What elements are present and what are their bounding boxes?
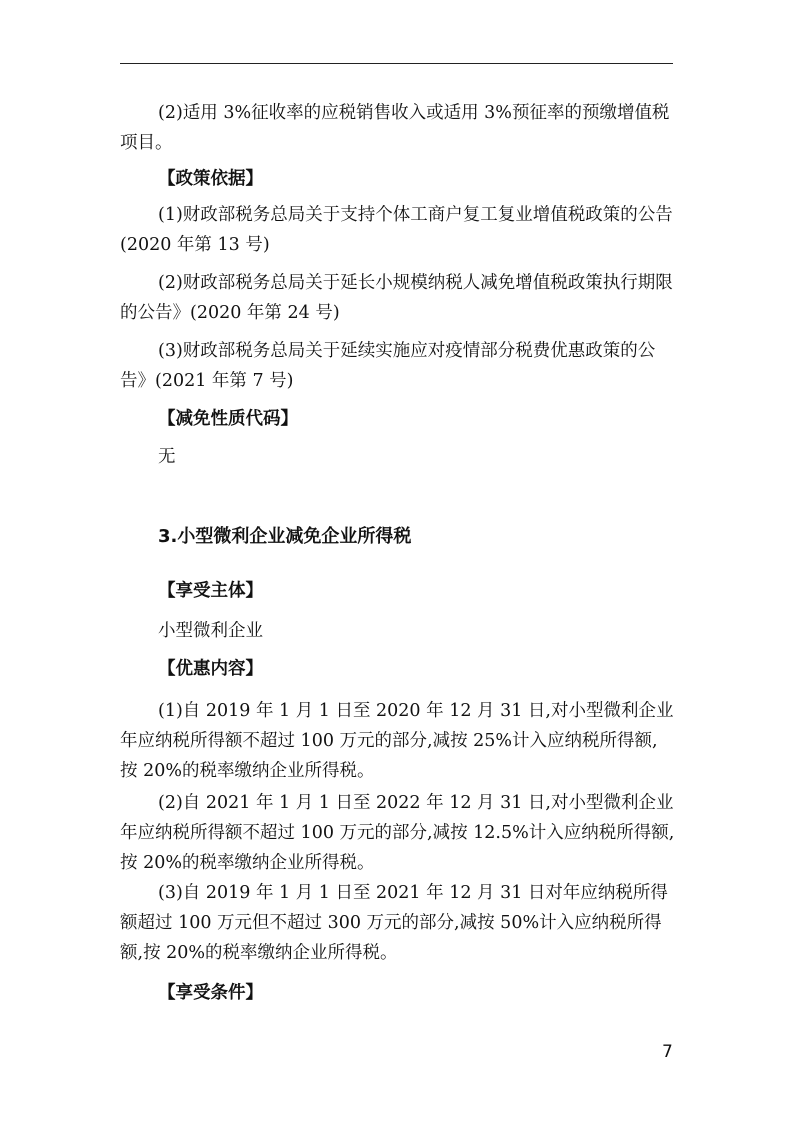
policy-basis-heading: 【政策依据】 <box>158 169 263 189</box>
benefit-item-3: (3)自 2019 年 1 月 1 日至 2021 年 12 月 31 日对年应纳税所得额超过 100 万元但不超过 300 万元的部分,减按 50%计入应纳税所得额,按 20%的税率缴纳企业所得税。 <box>120 883 668 963</box>
benefit-content-heading: 【优惠内容】 <box>158 659 263 679</box>
benefit-item-1: (1)自 2019 年 1 月 1 日至 2020 年 12 月 31 日,对小型微利企业年应纳税所得额不超过 100 万元的部分,减按 25%计入应纳税所得额,按 20%的税率缴纳企业所得税。 <box>120 701 674 781</box>
beneficiary-value: 小型微利企业 <box>158 621 263 641</box>
conditions-heading: 【享受条件】 <box>158 983 263 1003</box>
policy-item-1: (1)财政部税务总局关于支持个体工商户复工复业增值税政策的公告(2020 年第 13 号) <box>120 205 673 255</box>
benefit-item-2: (2)自 2021 年 1 月 1 日至 2022 年 12 月 31 日,对小型微利企业年应纳税所得额不超过 100 万元的部分,减按 12.5%计入应纳税所得额,按 20%的税率缴纳企业所得税。 <box>120 793 675 873</box>
item2-continuation: (2)适用 3%征收率的应税销售收入或适用 3%预征率的预缴增值税项目。 <box>120 103 670 153</box>
policy-item-2: (2)财政部税务总局关于延长小规模纳税人减免增值税政策执行期限的公告》(2020 年第 24 号) <box>120 273 673 323</box>
policy-item-3: (3)财政部税务总局关于延续实施应对疫情部分税费优惠政策的公告》(2021 年第 7 号) <box>120 341 656 391</box>
beneficiary-heading: 【享受主体】 <box>158 581 263 601</box>
exemption-code-heading: 【减免性质代码】 <box>158 409 298 429</box>
header-rule <box>120 63 673 64</box>
page-number: 7 <box>662 1042 673 1062</box>
exemption-code-value: 无 <box>158 447 176 467</box>
section-title: 3.小型微利企业减免企业所得税 <box>158 526 412 547</box>
